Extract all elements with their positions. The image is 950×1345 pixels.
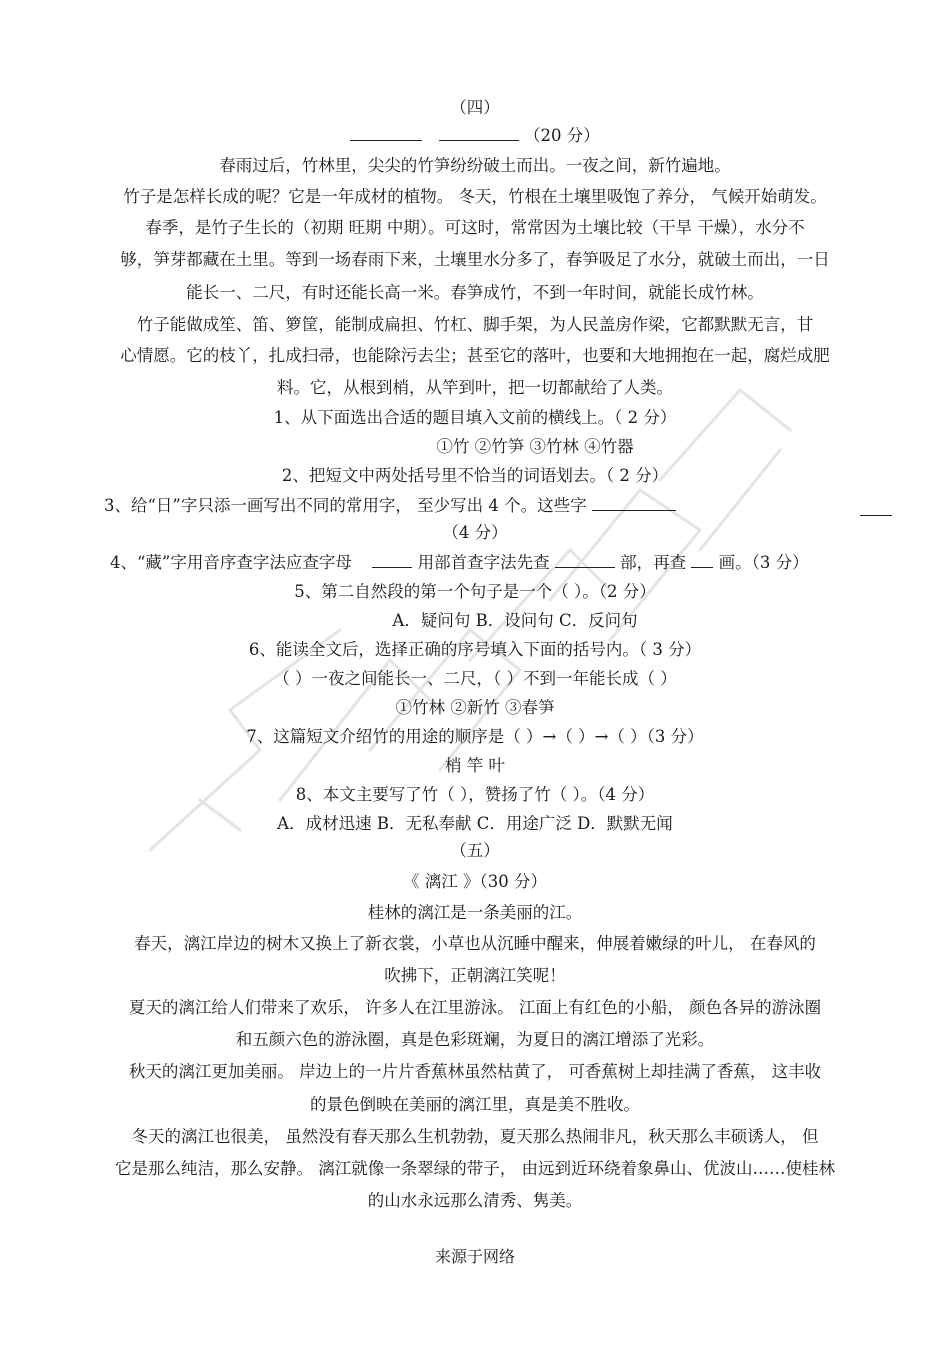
footer-source: 来源于网络 [434,1247,515,1266]
section4-paragraph-2-line: 竹子是怎样长成的呢？它是一年成材的植物。 冬天，竹根在土壤里吸饱了养分， 气候开始萌发。 [123,187,827,206]
section5-title: 《 漓江 》（30 分） [403,872,547,891]
question-4-text: 画。（3 分） [718,553,809,572]
answer-blank[interactable] [860,497,892,516]
section5-paragraph-4-line: 的景色倒映在美丽的漓江里，真是美不胜收。 [310,1095,640,1114]
question-4 [110,549,890,577]
question-6-line: （ ）一夜之间能长一、二尺，（ ）不到一年能长成（ ） [273,669,677,688]
question-3-score: （4 分） [442,523,508,542]
section5-paragraph-2-line: 春天，漓江岸边的树木又换上了新衣裳，小草也从沉睡中醒来，伸展着嫩绿的叶儿， 在春风的 [134,934,816,953]
section5-paragraph-1: 桂林的漓江是一条美丽的江。 [367,903,583,922]
section4-paragraph-3-line: 心情愿。它的枝丫，扎成扫帚，也能除污去尘；甚至它的落叶，也要和大地拥抱在一起，腐烂成肥 [120,346,830,365]
question-7: 7、这篇短文介绍竹的用途的顺序是（ ）→（ ）→（ ）（3 分） [246,727,704,746]
question-5-options: A．疑问句 B．设问句 C．反问句 [392,611,638,630]
section4-paragraph-2-line: 能长一、二尺，有时还能长高一米。春笋成竹，不到一年时间，就能长成竹林。 [186,283,764,302]
section5-paragraph-2-line: 吹拂下，正朝漓江笑呢！ [384,966,566,985]
section5-paragraph-5-line: 冬天的漓江也很美， 虽然没有春天那么生机勃勃，夏天那么热闹非凡，秋天那么丰硕诱人， 但 [131,1127,819,1146]
section4-paragraph-3-line: 竹子能做成笙、笛、箩筐，能制成扁担、竹杠、脚手架，为人民盖房作梁，它都默默无言，甘 [136,315,814,334]
section4-heading: （四） [450,98,500,117]
question-5: 5、第二自然段的第一个句子是一个（ ）。（2 分） [294,582,656,601]
question-6: 6、能读全文后，选择正确的序号填入下面的括号内。（ 3 分） [248,640,702,659]
question-1: 1、从下面选出合适的题目填入文前的横线上。（ 2 分） [273,408,677,427]
section5-paragraph-5-line: 它是那么纯洁，那么安静。 漓江就像一条翠绿的带子， 由远到近环绕着象鼻山、优波山……使桂林 [115,1159,835,1178]
section5-paragraph-5-line: 的山水永远那么清秀、隽美。 [367,1191,583,1210]
title-blank[interactable] [439,122,519,141]
question-4-text: 用部首查字法先查 [417,553,550,572]
section4-paragraph-1: 春雨过后，竹林里，尖尖的竹笋纷纷破土而出。一夜之间，新竹遍地。 [219,156,731,175]
question-8: 8、本文主要写了竹（ ），赞扬了竹（ ）。（4 分） [295,785,655,804]
answer-blank[interactable] [555,549,615,568]
section4-title-score: （20 分） [524,126,600,145]
answer-blank[interactable] [592,492,676,511]
question-1-options: ①竹 ②竹笋 ③竹林 ④竹器 [436,437,634,456]
section4-paragraph-3-line: 料。它，从根到梢，从竿到叶，把一切都献给了人类。 [277,378,673,397]
question-7-words: 梢 竿 叶 [445,756,505,775]
question-3 [104,492,894,520]
section4-paragraph-2-line: 够，笋芽都藏在土里。等到一场春雨下来，土壤里水分多了，春笋吸足了水分，就破土而出，一日 [120,250,830,269]
question-2: 2、把短文中两处括号里不恰当的词语划去。（ 2 分） [281,466,669,485]
question-4-text: 4、“藏”字用音序查字法应查字母 [110,553,352,572]
question-6-options: ①竹林 ②新竹 ③春笋 [395,698,555,717]
answer-blank[interactable] [691,549,713,568]
section5-paragraph-3-line: 夏天的漓江给人们带来了欢乐， 许多人在江里游泳。 江面上有红色的小船， 颜色各异的游泳圈 [128,998,822,1017]
section5-heading: （五） [450,841,500,860]
section5-paragraph-4-line: 秋天的漓江更加美丽。 岸边上的一片片香蕉林虽然枯黄了， 可香蕉树上却挂满了香蕉， 这丰收 [128,1062,822,1081]
section4-title-line [60,122,890,150]
question-4-text: 部，再查 [620,553,687,572]
answer-blank[interactable] [372,549,412,568]
section4-paragraph-2-line: 春季，是竹子生长的（初期 旺期 中期）。可这时，常常因为土壤比较（干旱 干燥），水分不 [145,218,805,237]
question-8-options: A．成材迅速 B．无私奉献 C．用途广泛 D．默默无闻 [277,814,673,833]
question-3-text: 3、给“日”字只添一画写出不同的常用字， 至少写出 4 个。这些字 [104,496,587,515]
title-blank[interactable] [350,122,422,141]
section5-paragraph-3-line: 和五颜六色的游泳圈，真是色彩斑斓，为夏日的漓江增添了光彩。 [235,1030,715,1049]
